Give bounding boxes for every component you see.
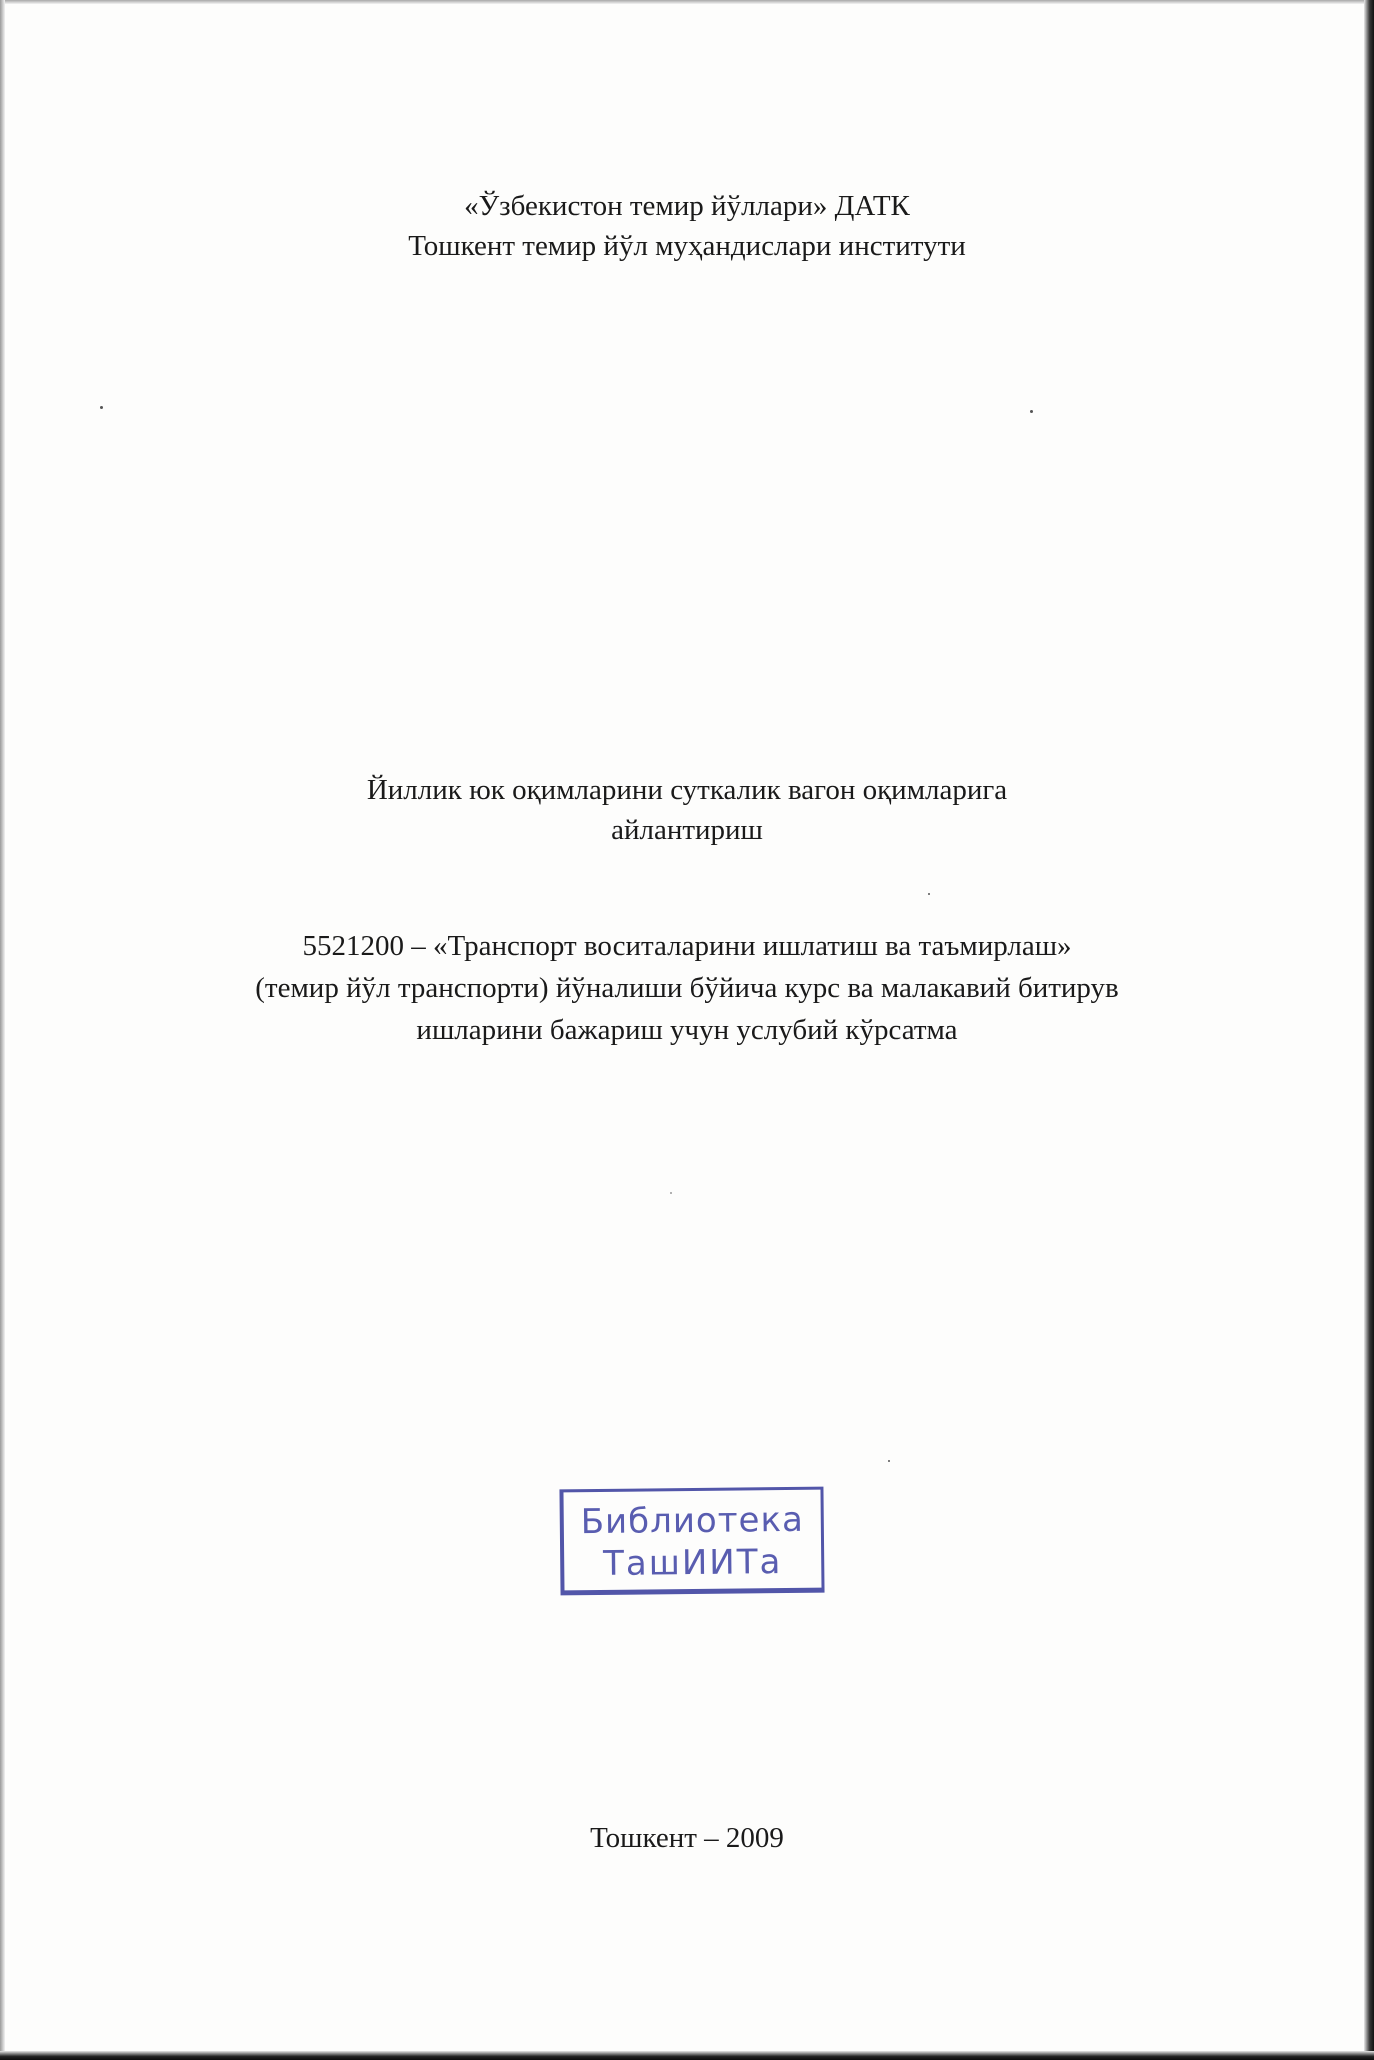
publication-place-year [0,1818,1374,1858]
scan-speck [670,1192,672,1194]
scan-edge-bottom [0,2051,1374,2060]
scan-speck [928,893,930,895]
stamp-line-1: Библиотека [580,1499,805,1543]
scan-edge-top [0,0,1374,4]
document-subtitle [0,925,1374,1051]
scan-speck [100,406,103,409]
document-title-line-1: Йиллик юк оқимларини суткалик вагон оқимларига [366,774,1008,806]
library-stamp [559,1487,824,1596]
document-subtitle-line-1: 5521200 – «Транспорт воситаларини ишлатиш ва таъмирлаш» [302,930,1072,962]
document-subtitle-line-2: (темир йўл транспорти) йўналиши бўйича курс ва малакавий битирув [255,972,1119,1004]
organization-header [0,186,1374,266]
place-year: Тошкент – 2009 [590,1822,784,1854]
document-subtitle-line-3: ишларини бажариш учун услубий кўрсатма [416,1014,958,1046]
institute-name: Тошкент темир йўл муҳандислари институти [408,230,966,262]
stamp-line-2: ТашИИТа [602,1542,783,1584]
organization-name: «Ўзбекистон темир йўллари» ДАТК [464,190,910,222]
document-title [0,770,1374,850]
scan-speck [1030,410,1033,413]
scan-speck [888,1460,890,1462]
document-title-line-2: айлантириш [611,814,763,846]
